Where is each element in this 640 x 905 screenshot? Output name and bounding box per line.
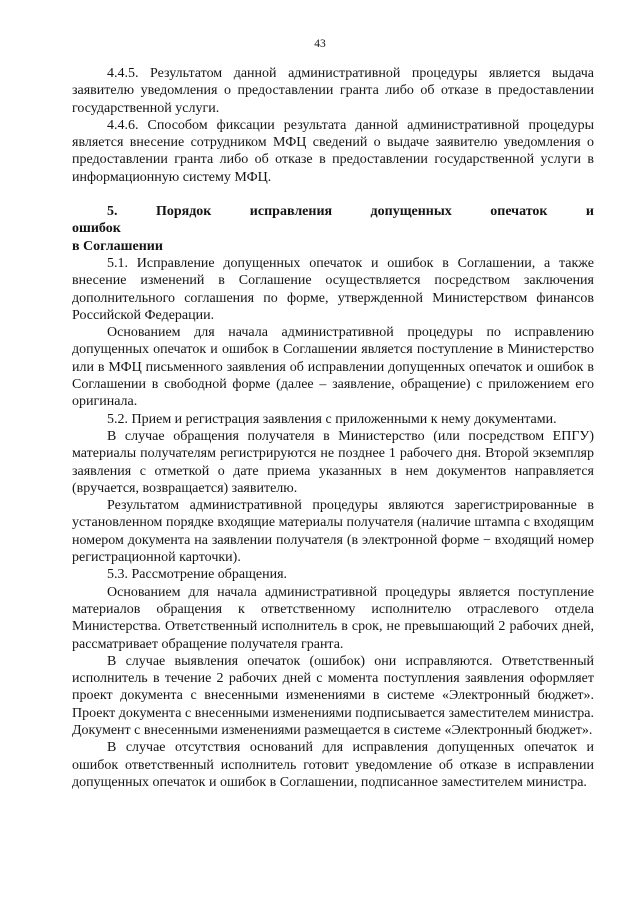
paragraph-5-2: 5.2. Прием и регистрация заявления с приложенными к нему документами.	[107, 411, 557, 427]
paragraph-refusal: В случае отсутствия оснований для исправления допущенных опечаток и ошибок ответственный исполнитель готовит уведомление об отказе в исправлении допущенных опечаток и ошибок в Соглашении, подписанное заместителем министра.	[72, 740, 594, 790]
paragraph-registration: В случае обращения получателя в Министерство (или посредством ЕПГУ) материалы получателям регистрируются не позднее 1 рабочего дня. Второй экземпляр заявления с отметкой о дате приема указанных в нем документов направляется (вручается, возвращается) заявителю.	[72, 428, 594, 496]
section-heading-tail: в Соглашении	[72, 238, 163, 254]
paragraph-4-4-5: 4.4.5. Результатом данной административной процедуры является выдача заявителю уведомления о предоставлении гранта либо об отказе в предоставлении государственной услуги.	[72, 66, 594, 116]
section-heading-main: 5. Порядок исправления допущенных опечаток и ошибок	[72, 204, 594, 237]
paragraph-review-basis: Основанием для начала административной процедуры является поступление материалов обращения к ответственному исполнителю отраслевого отдела Министерства. Ответственный исполнитель в срок, не превышающий 2 рабочих дней, рассматривает обращение получателя гранта.	[72, 584, 594, 652]
paragraph-basis-correction: Основанием для начала административной процедуры по исправлению допущенных опечаток и ошибок в Соглашении является поступление в Министерство или в МФЦ письменного заявления об исправлении допущенных опечаток и ошибок в Соглашении в свободной форме (далее – заявление, обращение) с приложением его оригинала.	[72, 325, 594, 410]
paragraph-5-1: 5.1. Исправление допущенных опечаток и ошибок в Соглашении, а также внесение изменений в Соглашение осуществляется посредством заключения дополнительного соглашения по форме, утвержденной Министерством финансов Российской Федерации.	[72, 255, 594, 323]
paragraph-registration-result: Результатом административной процедуры являются зарегистрированные в установленном порядке входящие материалы получателя (наличие штампа с входящим номером документа на заявлении получателя (в электронной форме − входящий номер регистрационной карточки).	[72, 498, 594, 566]
document-body	[72, 65, 594, 791]
section-heading	[72, 203, 594, 255]
paragraph-error-correction: В случае выявления опечаток (ошибок) они исправляются. Ответственный исполнитель в течение 2 рабочих дней с момента поступления заявления оформляет проект документа с внесенными изменениями в системе «Электронный бюджет». Проект документа с внесенными изменениями подписывается заместителем министра. Документ с внесенными изменениями размещается в системе «Электронный бюджет».	[72, 653, 594, 738]
page-number: 43	[314, 38, 326, 50]
paragraph-4-4-6: 4.4.6. Способом фиксации результата данной административной процедуры является внесение сотрудником МФЦ сведений о выдаче заявителю уведомления о предоставлении гранта либо об отказе в предоставлении государственной услуги в информационную систему МФЦ.	[72, 117, 594, 185]
paragraph-5-3: 5.3. Рассмотрение обращения.	[107, 567, 288, 583]
